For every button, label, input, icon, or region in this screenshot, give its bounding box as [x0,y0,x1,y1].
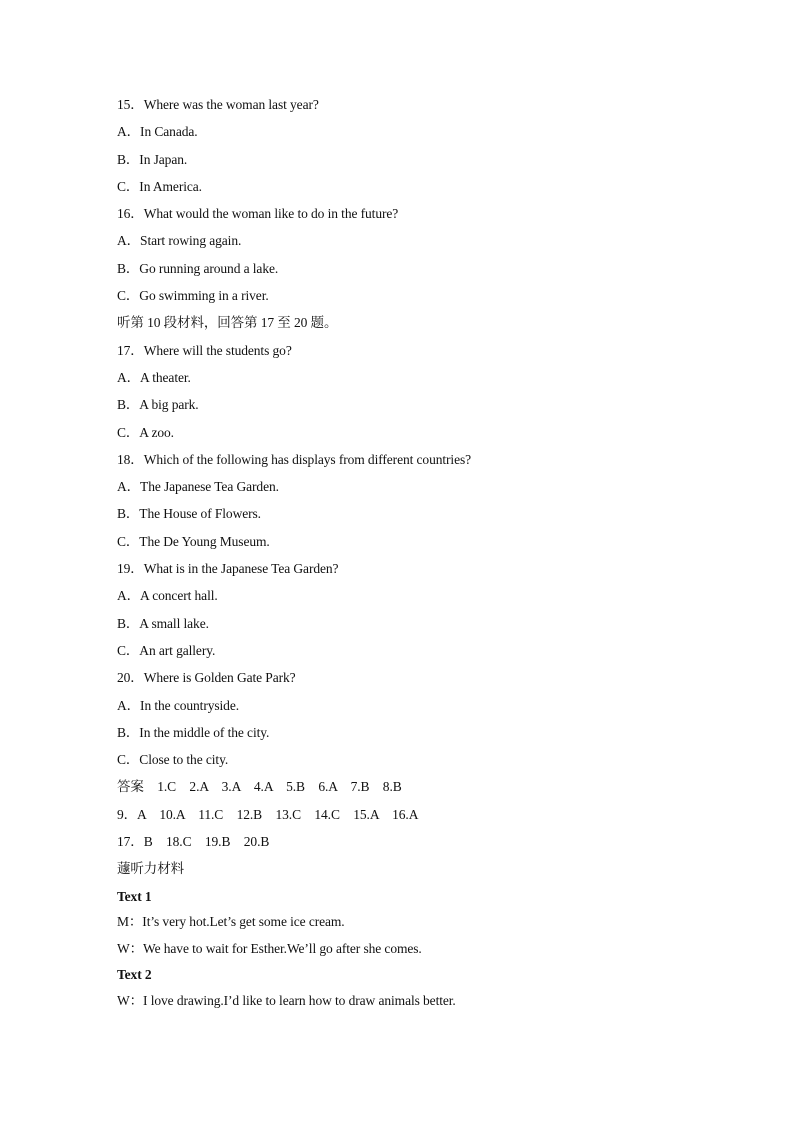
text-1-line-m: M：It’s very hot.Let’s get some ice cream. [117,914,345,930]
question-19: 19．What is in the Japanese Tea Garden? [117,561,339,577]
option-17-c: C．A zoo. [117,424,174,440]
option-17-a: A．A theater. [117,369,191,385]
option-19-b: B．A small lake. [117,615,209,631]
text-1-line-w: W：We have to wait for Esther.We’ll go after she comes. [117,940,422,956]
option-20-a: A．In the countryside. [117,697,239,713]
question-15: 15．Where was the woman last year? [117,97,319,112]
answers-line-1: 答案 1.C 2.A 3.A 4.A 5.B 6.A 7.B 8.B [117,779,402,795]
option-18-c: C．The De Young Museum. [117,533,270,549]
question-16: 16．What would the woman like to do in the future? [117,206,399,222]
option-15-b: B．In Japan. [117,151,188,167]
option-15-c: C．In America. [117,178,202,194]
option-17-b: B．A big park. [117,397,199,413]
option-18-b: B．The House of Flowers. [117,506,261,522]
option-20-b: B．In the middle of the city. [117,724,270,740]
option-16-a: A．Start rowing again. [117,233,242,249]
question-18: 18．Which of the following has displays from different countries? [117,451,472,467]
option-19-c: C．An art gallery. [117,642,216,658]
option-18-a: A．The Japanese Tea Garden. [117,479,279,495]
section-instruction: 听第 10 段材料，回答第 17 至 20 题。 [117,315,338,331]
option-16-b: B．Go running around a lake. [117,260,279,276]
option-20-c: C．Close to the city. [117,752,229,768]
answers-line-3: 17．B 18.C 19.B 20.B [117,834,270,850]
option-16-c: C．Go swimming in a river. [117,288,269,304]
answers-line-2: 9．A 10.A 11.C 12.B 13.C 14.C 15.A 16.A [117,806,419,822]
text-1-heading: Text 1 [117,888,152,904]
document-page [117,95,737,1017]
text-2-heading: Text 2 [117,967,152,983]
option-19-a: A．A concert hall. [117,588,218,604]
option-15-a: A．In Canada. [117,124,198,140]
question-20: 20．Where is Golden Gate Park? [117,670,296,686]
listening-material-heading: 蘧听力材料 [117,861,184,877]
question-17: 17．Where will the students go? [117,342,292,358]
text-2-line-w: W：I love drawing.I’d like to learn how to draw animals better. [117,992,456,1008]
